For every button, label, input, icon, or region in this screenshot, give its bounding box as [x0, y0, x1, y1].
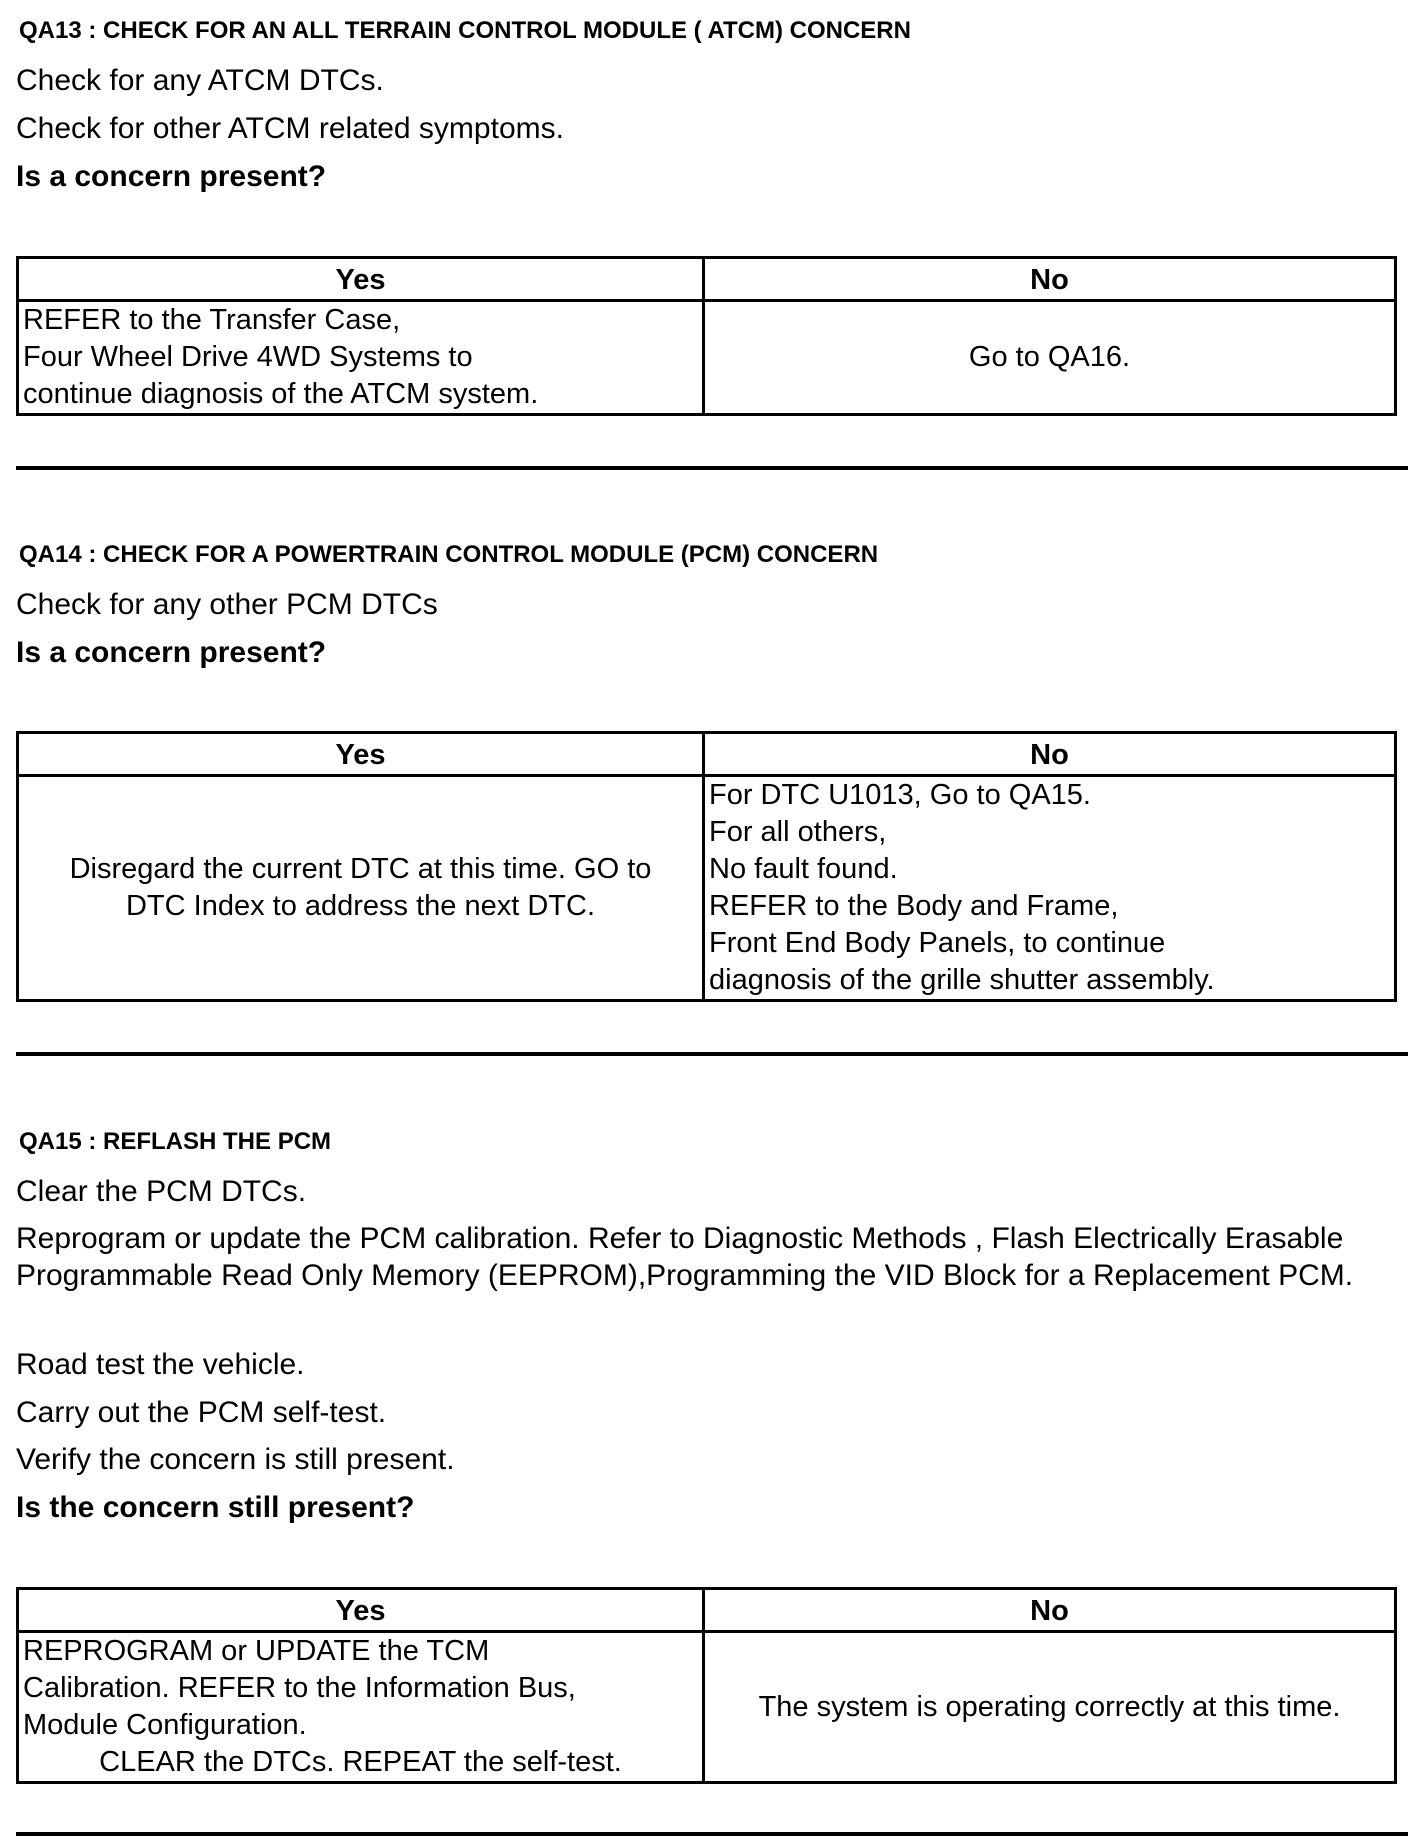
qa13-step-2: Check for other ATCM related symptoms.: [16, 112, 564, 145]
qa15-no-header: No: [704, 1589, 1396, 1632]
section-divider: [16, 1052, 1408, 1056]
qa15-answer-table: [16, 1587, 1397, 1784]
qa15-heading: QA15 : REFLASH THE PCM: [19, 1128, 332, 1155]
qa14-no-line: Front End Body Panels, to continue: [709, 927, 1166, 959]
qa15-yes-line: CLEAR the DTCs. REPEAT the self-test.: [99, 1746, 622, 1778]
qa14-no-line: REFER to the Body and Frame,: [709, 890, 1119, 922]
qa15-yes-line: REPROGRAM or UPDATE the TCM: [23, 1635, 490, 1667]
qa13-answer-table: [16, 256, 1397, 416]
qa14-no-cell: [704, 776, 1396, 1001]
qa14-no-line: No fault found.: [709, 853, 898, 885]
qa13-yes-line: Four Wheel Drive 4WD Systems to: [23, 341, 473, 373]
qa14-no-line: For all others,: [709, 816, 887, 848]
qa15-yes-line: Calibration. REFER to the Information Bus,: [23, 1672, 576, 1704]
qa15-step-1: Clear the PCM DTCs.: [16, 1175, 307, 1208]
qa13-yes-line: REFER to the Transfer Case,: [23, 304, 401, 336]
qa13-heading: QA13 : CHECK FOR AN ALL TERRAIN CONTROL MODULE ( ATCM) CONCERN: [19, 17, 911, 44]
qa14-no-line: diagnosis of the grille shutter assembly.: [709, 964, 1215, 996]
qa14-heading: QA14 : CHECK FOR A POWERTRAIN CONTROL MODULE (PCM) CONCERN: [19, 541, 879, 568]
qa13-yes-line: continue diagnosis of the ATCM system.: [23, 378, 539, 410]
qa13-yes-header: Yes: [18, 258, 704, 301]
qa13-yes-cell: [18, 301, 704, 415]
section-divider: [16, 466, 1408, 470]
qa14-answer-table: [16, 731, 1397, 1002]
qa15-yes-line: Module Configuration.: [23, 1709, 307, 1741]
qa13-no-header: No: [704, 258, 1396, 301]
qa14-step-1: Check for any other PCM DTCs: [16, 588, 438, 621]
qa15-no-cell: The system is operating correctly at this time.: [704, 1632, 1396, 1783]
qa14-no-line: For DTC U1013, Go to QA15.: [709, 779, 1091, 811]
qa15-step-5: Verify the concern is still present.: [16, 1443, 455, 1476]
qa13-step-1: Check for any ATCM DTCs.: [16, 64, 384, 97]
qa14-yes-line: DTC Index to address the next DTC.: [125, 890, 596, 922]
qa13-question: Is a concern present?: [16, 160, 327, 193]
qa15-step-2: Reprogram or update the PCM calibration. Refer to Diagnostic Methods , Flash Electrically Erasable Programmable Read Only Memory (EEPROM),Programming the VID Block for a Replacement PCM.: [16, 1222, 1354, 1292]
qa13-no-cell: Go to QA16.: [704, 301, 1396, 415]
qa15-step-3: Road test the vehicle.: [16, 1348, 305, 1381]
qa14-yes-header: Yes: [18, 733, 704, 776]
qa14-yes-cell: [18, 776, 704, 1001]
qa15-question: Is the concern still present?: [16, 1491, 415, 1524]
qa15-step-4: Carry out the PCM self-test.: [16, 1396, 387, 1429]
qa15-yes-header: Yes: [18, 1589, 704, 1632]
qa14-yes-line: Disregard the current DTC at this time. GO to: [69, 853, 652, 885]
qa14-no-header: No: [704, 733, 1396, 776]
qa15-yes-cell: [18, 1632, 704, 1783]
section-divider: [16, 1832, 1408, 1836]
qa14-question: Is a concern present?: [16, 636, 327, 669]
